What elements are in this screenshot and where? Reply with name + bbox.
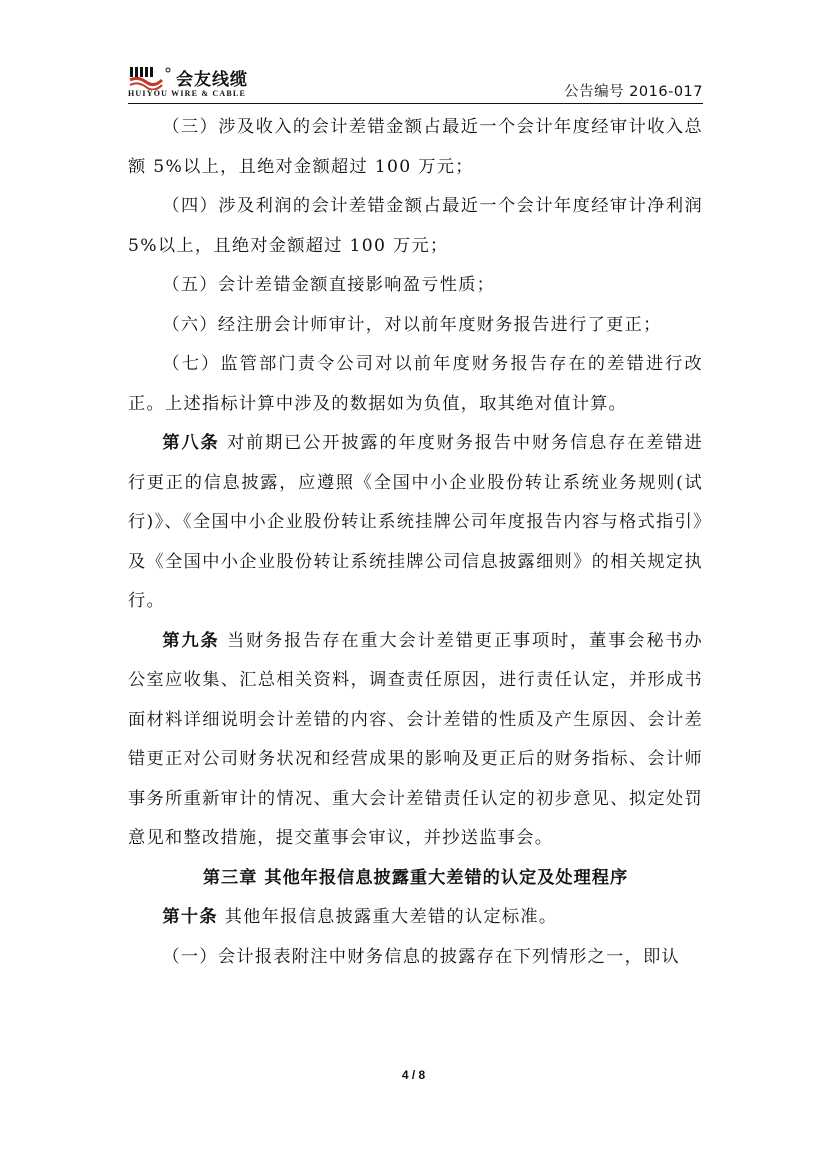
chapter-three-heading: 第三章 其他年报信息披露重大差错的认定及处理程序	[202, 867, 629, 888]
page-number: 4 / 8	[401, 1068, 426, 1082]
clause-four: （四）涉及利润的会计差错金额占最近一个会计年度经审计净利润 5%以上，且绝对金额超过 100 万元；	[128, 196, 703, 256]
header-divider	[128, 103, 703, 104]
logo-mark-icon	[128, 64, 172, 90]
article-nine-label: 第九条	[162, 630, 220, 651]
logo-chinese-name: 会友线缆	[176, 70, 248, 90]
clause-one-partial: （一）会计报表附注中财务信息的披露存在下列情形之一，即认	[162, 946, 681, 967]
article-eight	[128, 424, 703, 622]
article-nine	[128, 622, 703, 859]
article-ten-label: 第十条	[162, 907, 218, 927]
document-body	[128, 108, 703, 977]
clause-seven: （七）监管部门责令公司对以前年度财务报告存在的差错进行改正。上述指标计算中涉及的数据如为负值，取其绝对值计算。	[128, 354, 703, 414]
page-header	[128, 62, 703, 104]
clause-three: （三）涉及收入的会计差错金额占最近一个会计年度经审计收入总额 5%以上，且绝对金额超过 100 万元；	[128, 117, 703, 177]
article-ten-text: 其他年报信息披露重大差错的认定标准。	[224, 907, 558, 927]
article-eight-label: 第八条	[162, 433, 220, 453]
clause-six: （六）经注册会计师审计，对以前年度财务报告进行了更正；	[162, 314, 662, 335]
logo-english-name: HUIYOU WIRE & CABLE	[128, 89, 246, 98]
company-logo	[128, 62, 388, 102]
clause-five: （五）会计差错金额直接影响盈亏性质；	[162, 275, 496, 295]
article-ten	[128, 898, 703, 938]
announcement-number: 公告编号 2016-017	[564, 84, 703, 100]
article-nine-text: 当财务报告存在重大会计差错更正事项时，董事会秘书办公室应收集、汇总相关资料，调查责任原因，进行责任认定，并形成书面材料详细说明会计差错的内容、会计差错的性质及产生原因、会计差错更正对公司财务状况和经营成果的影响及更正后的财务指标、会计师事务所重新审计的情况、重大会计差错责任认定的初步意见、拟定处罚意见和整改措施，提交董事会审议，并抄送监事会。	[128, 630, 703, 848]
article-eight-text: 对前期已公开披露的年度财务报告中财务信息存在差错进行更正的信息披露，应遵照《全国中小企业股份转让系统业务规则(试行)》、《全国中小企业股份转让系统挂牌公司年度报告内容与格式指引》及《全国中小企业股份转让系统挂牌公司信息披露细则》的相关规定执行。	[128, 433, 703, 611]
